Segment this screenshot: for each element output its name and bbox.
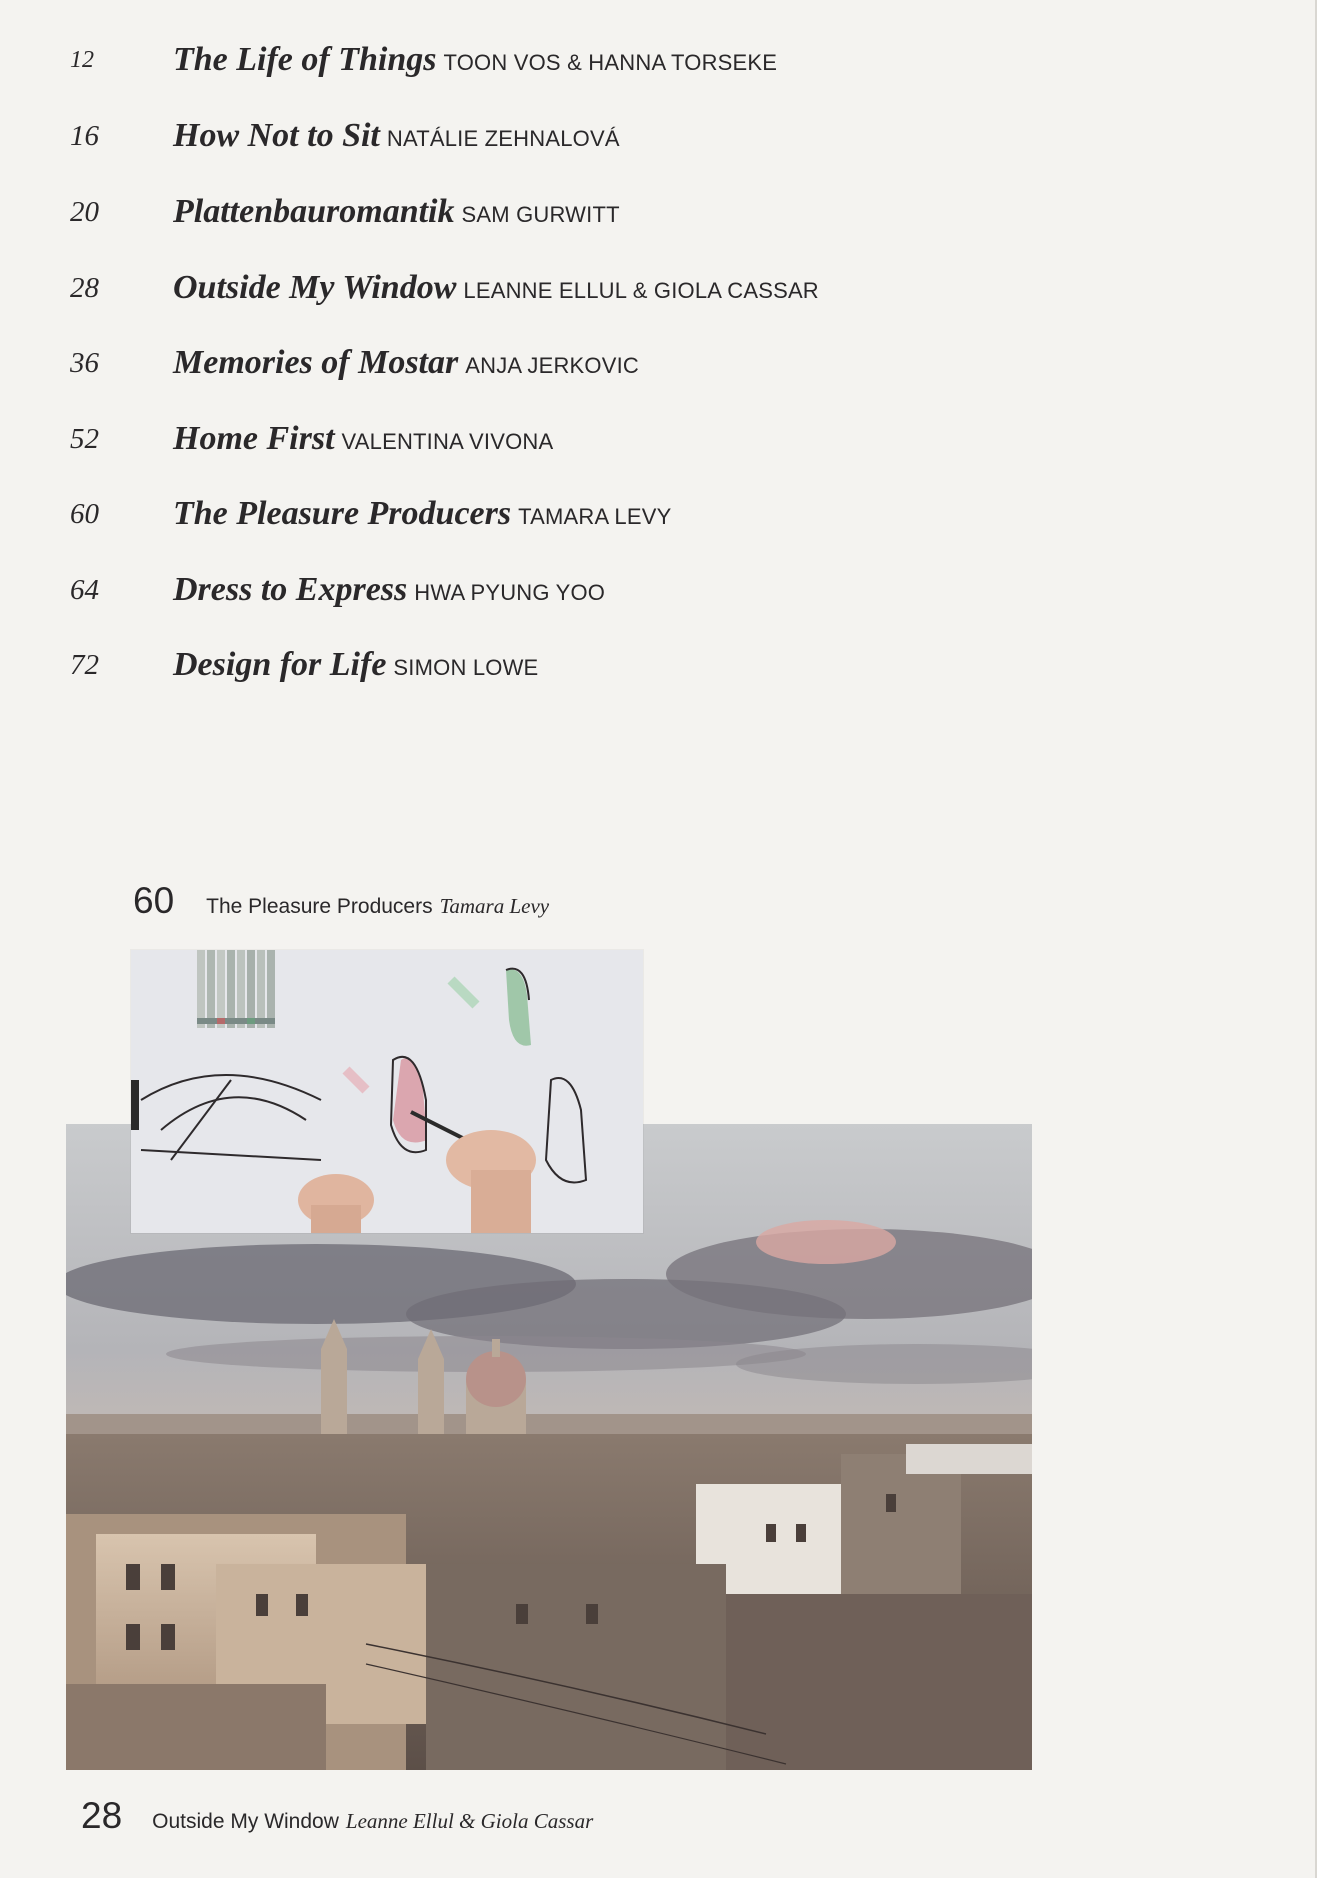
toc-entry-text (173, 258, 819, 324)
toc-entry[interactable] (0, 484, 1000, 544)
toc-entry[interactable] (0, 106, 1000, 166)
toc-entry-text (173, 30, 777, 96)
sketch-photo (131, 950, 643, 1233)
toc-article-title: Outside My Window (173, 269, 457, 306)
toc-entry[interactable] (0, 258, 1000, 318)
toc-entry[interactable] (0, 182, 1000, 242)
toc-article-title: The Life of Things (173, 41, 437, 78)
caption-page-number: 60 (133, 880, 175, 921)
toc-author: LEANNE ELLUL & GIOLA CASSAR (463, 278, 819, 303)
caption-title: The Pleasure Producers (206, 895, 433, 918)
toc-entry[interactable] (0, 30, 1000, 90)
toc-page-number: 28 (70, 272, 99, 304)
toc-page-number: 36 (70, 347, 99, 379)
toc-entry[interactable] (0, 333, 1000, 393)
toc-article-title: The Pleasure Producers (173, 495, 512, 532)
toc-article-title: Dress to Express (173, 571, 408, 608)
toc-page-number: 20 (70, 196, 99, 228)
toc-entry-text (173, 182, 620, 248)
caption-page-number: 28 (81, 1795, 123, 1836)
toc-page-number: 72 (70, 649, 99, 681)
toc-page-number: 64 (70, 574, 99, 606)
table-of-contents (0, 0, 1317, 700)
toc-entry-text (173, 635, 538, 701)
toc-author: VALENTINA VIVONA (341, 429, 554, 454)
caption-author: Tamara Levy (439, 894, 550, 918)
toc-entry-text (173, 409, 553, 475)
toc-page-number: 52 (70, 423, 99, 455)
toc-page-number: 16 (70, 120, 99, 152)
toc-entry-text (173, 560, 605, 626)
toc-author: TOON VOS & HANNA TORSEKE (443, 50, 778, 75)
caption-author: Leanne Ellul & Giola Cassar (345, 1809, 594, 1833)
toc-article-title: Design for Life (173, 646, 387, 683)
toc-article-title: Plattenbauromantik (173, 193, 455, 230)
toc-author: ANJA JERKOVIC (465, 353, 639, 378)
toc-author: NATÁLIE ZEHNALOVÁ (386, 126, 620, 151)
toc-article-title: Memories of Mostar (173, 344, 459, 381)
toc-article-title: Home First (173, 420, 335, 457)
toc-entry-text (173, 106, 620, 172)
toc-author: SIMON LOWE (393, 655, 539, 680)
town-photo-caption (81, 1795, 593, 1837)
toc-entry[interactable] (0, 409, 1000, 469)
toc-article-title: How Not to Sit (173, 117, 380, 154)
toc-author: SAM GURWITT (461, 202, 620, 227)
toc-entry[interactable] (0, 560, 1000, 620)
toc-page-number: 12 (70, 47, 94, 73)
toc-page-number: 60 (70, 498, 99, 530)
sketch-photo-caption (133, 880, 549, 922)
toc-author: HWA PYUNG YOO (414, 580, 606, 605)
toc-author: TAMARA LEVY (518, 504, 672, 529)
caption-title: Outside My Window (152, 1810, 339, 1833)
toc-entry-text (173, 333, 639, 399)
toc-entry[interactable] (0, 635, 1000, 695)
toc-entry-text (173, 484, 672, 550)
